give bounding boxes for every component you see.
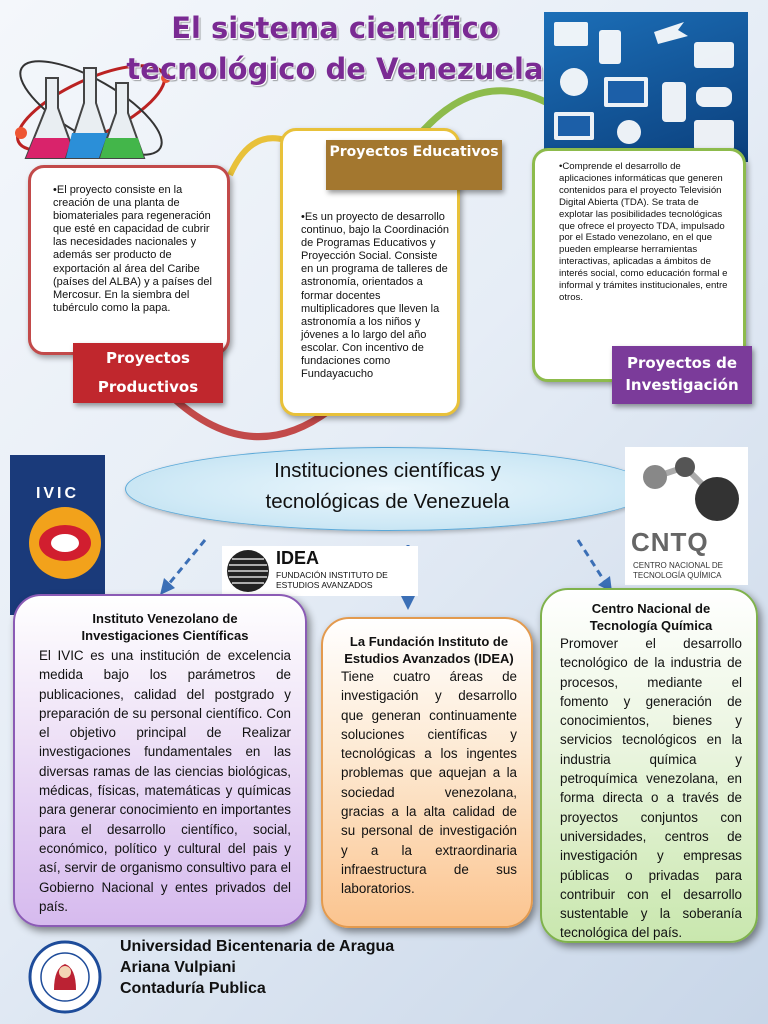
productivos-box <box>28 165 230 355</box>
central-title: Instituciones científicas y tecnológicas de Venezuela <box>265 459 510 513</box>
molecule-icon <box>625 447 748 527</box>
educativos-text: •Es un proyecto de desarrollo continuo, bajo la Coordinación de Programas Educativos y Proyección Social. Consiste en un programa de talleres de astronomía, orientados a formar docentes multiplicadores que lleven la astronomía a los niños y jóvenes a lo largo del año escolar. Con incentivo de fundaciones como Fundayacucho <box>301 211 449 381</box>
technology-icons-panel <box>544 12 748 162</box>
cntq-text: Promover el desarrollo tecnológico de la industria de procesos, mediante el fomento y generación de conocimientos, bienes y servicios tecnológicos en la industria química y petroquímica venezolana, en forma directa o a través de proyectos conjuntos con universidades, centros de investigación y empresas públicas o privadas para contribuir con el desarrollo sustentable y la soberanía tecnológica del país. <box>560 636 742 941</box>
idea-title: La Fundación Instituto de Estudios Avanzados (IDEA) <box>344 634 514 666</box>
footer <box>120 936 394 999</box>
idea-box <box>321 617 533 928</box>
ivic-box <box>13 594 307 927</box>
footer-university: Universidad Bicentenaria de Aragua <box>120 938 395 955</box>
idea-emblem-icon <box>226 549 270 593</box>
investigacion-label: Proyectos de Investigación <box>612 346 752 404</box>
ivic-title: Instituto Venezolano de Investigaciones Científicas <box>81 611 249 643</box>
ivic-logo <box>10 455 105 615</box>
idea-text: Tiene cuatro áreas de investigación y desarrollo que generan continuamente soluciones científicas y tecnológicas a los ingentes problemas que aquejan a la sociedad venezolana, gracias a la alta calidad de su personal de investigación y a la extraordinaria infraestructura de sus laboratorios. <box>341 669 517 897</box>
cntq-logo-subtext: CENTRO NACIONAL DE TECNOLOGÍA QUÍMICA <box>633 561 723 580</box>
educativos-label: Proyectos Educativos <box>326 140 502 190</box>
footer-career: Contaduría Publica <box>120 980 266 997</box>
idea-logo-subtext: FUNDACIÓN INSTITUTO DE ESTUDIOS AVANZADOS <box>276 570 388 590</box>
idea-logo-text: IDEA <box>276 548 320 568</box>
cntq-box <box>540 588 758 943</box>
tech-icons <box>544 12 748 162</box>
page-title: El sistema científico tecnológico de Venezuela <box>126 11 544 86</box>
productivos-label: Proyectos Productivos <box>73 343 223 403</box>
productivos-text: •El proyecto consiste en la creación de una planta de biomateriales para regeneración que esté en capacidad de cubrir las necesidades nacionales y además ser producto de exportación al área del Caribe (países del ALBA) y a países del Mercosur. En la siembra del tubérculo como la papa. <box>53 184 212 314</box>
yellow-arc <box>230 138 285 175</box>
cntq-logo-text: CNTQ <box>631 527 709 557</box>
idea-logo <box>222 546 418 596</box>
cntq-title: Centro Nacional de Tecnología Química <box>589 601 713 633</box>
cntq-logo <box>625 447 748 585</box>
ivic-logo-text: IVIC <box>35 485 80 502</box>
investigacion-text: •Comprende el desarrollo de aplicaciones informáticas que generen contenidos para el proyecto Televisión Digital Abierta (TDA). Se trata de explotar las posibilidades tecnológicas que ofrece el proyecto TDA, impulsado por el Estado venezolano, en el que pueden emplearse herramientas interactivas, aplicadas a ámbitos de interés social, como educación formal e informal y trámites institucionales, entre otros. <box>559 161 728 303</box>
university-seal-icon <box>28 940 102 1014</box>
ivic-text: El IVIC es una institución de excelencia medida bajo los parámetros de publicaciones, calidad del postgrado y preparación de su personal científico. Con el objetivo principal de Realizar investigaciones fundamentales en las diversas ramas de las ciencias biológicas, médicas, físicas, matemáticas y químicas para generar conocimiento en importantes para el desarrollo científico, social, económico, político y cultural del pais y así, servir de organismo consultivo para el Gobierno Nacional y entes privados del país. <box>39 648 291 914</box>
footer-author: Ariana Vulpiani <box>120 959 236 976</box>
